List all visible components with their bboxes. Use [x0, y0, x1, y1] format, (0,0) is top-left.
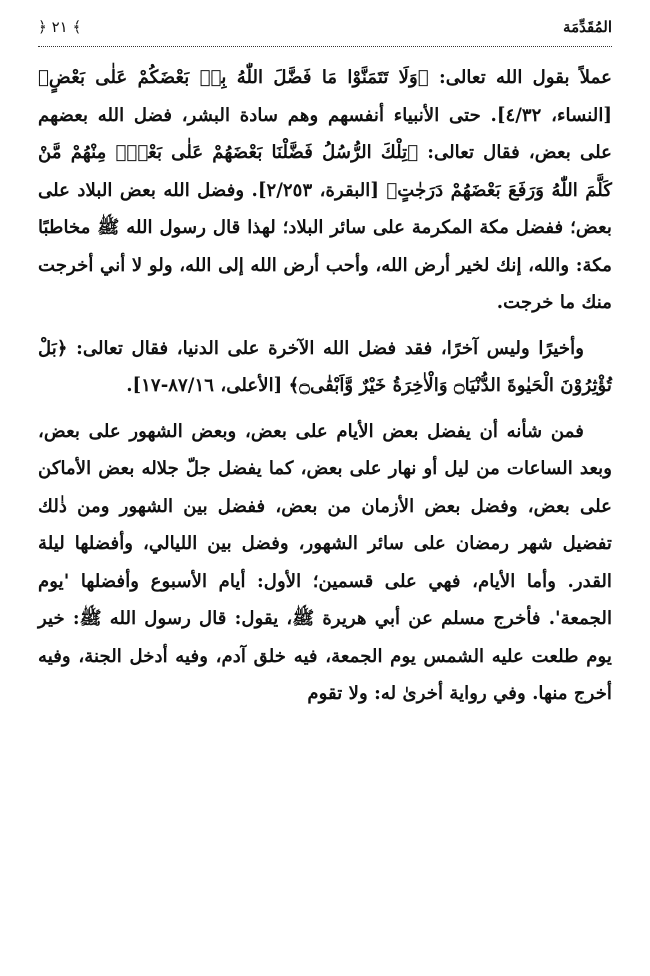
line: فمن شأنه أن يفضل بعض الأيام على بعض، وبعض الشهور على: [88, 420, 584, 442]
line: الليالي، وأفضلها ليلة القدر. وأما الأيام، فهي على قسمين؛ الأول: أيام: [38, 533, 612, 592]
line: تعالى: ﴿بَلْ تُؤْثِرُوْنَ الْحَيٰوةَ الدُّنْيَا۝ وَالْاٰخِرَةُ خَيْرٌ وَّاَبْقٰى۝﴾ [الأعلى،: [38, 337, 612, 396]
line: عملاً بقول الله تعالى: ﴿وَلَا تَتَمَنَّوْا مَا فَضَّلَ اللّٰهُ بِهٖ بَعْضَكُمْ عَلٰى بَعْضٍ﴾: [38, 67, 612, 88]
line: بعض الأماكن على بعض، وفضل بعض الأزمان من بعض، ففضل بين: [38, 458, 612, 517]
line: بعض، وبعد الساعات من ليل أو نهار على بعض، كما يفضل جلّ جلاله: [38, 420, 612, 479]
line: البلاد على بعض؛ ففضل مكة المكرمة على سائر البلاد؛ لهذا قال رسول: [38, 179, 612, 238]
line: الأسبوع وأفضلها 'يوم الجمعة'. فأخرج مسلم عن أبي هريرة ﷺ، يقول:: [38, 570, 612, 629]
line: على بعض، فقال تعالى: ﴿تِلْكَ الرُّسُلُ فَضَّلْنَا بَعْضَهُمْ عَلٰى بَعْضٍۘ مِنْهُمْ: [70, 142, 612, 163]
paragraph-1: [38, 59, 612, 322]
header-divider: [38, 46, 612, 47]
line: الشهور ومن ذٰلك تفضيل شهر رمضان على سائر الشهور، وفضل بين: [38, 495, 612, 554]
line: ٨٧/١٦-١٧].: [126, 375, 214, 396]
line: وأخيرًا وليس آخرًا، فقد فضل الله الآخرة على الدنيا، فقال: [131, 337, 584, 359]
line: قال رسول الله ﷺ: خير يوم طلعت عليه الشمس يوم الجمعة، فيه خلق: [38, 608, 612, 667]
page-number: ﴾ ٢١ ﴿: [38, 18, 82, 36]
page-header: [38, 12, 612, 42]
line: [النساء، ٤/٣٢]. حتى الأنبياء أنفسهم وهم سادة البشر، فضل الله بعضهم: [38, 104, 612, 126]
line: ولو لا أني أخرجت منك ما خرجت.: [38, 254, 612, 313]
line: آدم، وفيه أدخل الجنة، وفيه أخرج منها. وفي رواية أخرىٰ له: ولا تقوم: [38, 645, 612, 704]
line: مَّنْ كَلَّمَ اللّٰهُ وَرَفَعَ بَعْضَهُمْ دَرَجٰتٍ﴾ [البقرة، ٢/٢٥٣]. وفضل الله بعض: [38, 142, 612, 201]
paragraph-2: [38, 330, 612, 405]
chapter-title: المُقَدِّمَة: [563, 18, 612, 36]
line: الله ﷺ مخاطبًا مكة: والله، إنك لخير أرض الله، وأحب أرض الله إلى الله،: [38, 217, 612, 276]
body-text: [38, 59, 612, 713]
paragraph-3: [38, 413, 612, 713]
